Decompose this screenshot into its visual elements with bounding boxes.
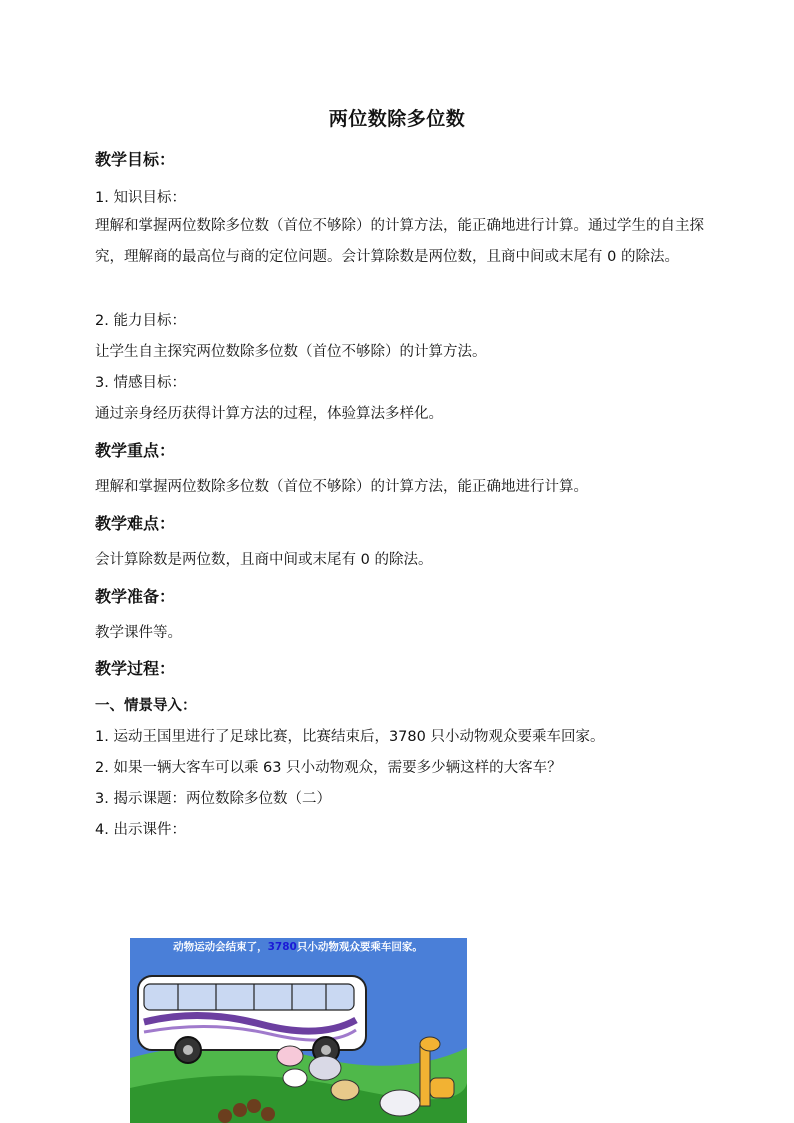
heading-difficulties: 教学难点： <box>95 514 176 533</box>
knowledge-text: 理解和掌握两位数除多位数（首位不够除）的计算方法，能正确地进行计算。通过学生的自主探究，理解商的最高位与商的定位问题。会计算除数是两位数，且商中间或末尾有 0 的除法。 <box>95 218 704 265</box>
heading-preparation: 教学准备： <box>95 587 176 606</box>
scene-intro-label: 一、情景导入： <box>95 698 197 714</box>
ability-text: 让学生自主探究两位数除多位数（首位不够除）的计算方法。 <box>95 344 487 360</box>
preparation-text: 教学课件等。 <box>95 625 182 641</box>
page-title: 两位数除多位数 <box>328 108 466 130</box>
courseware-illustration <box>130 938 467 1123</box>
process-item: 3. 揭示课题：两位数除多位数（二） <box>95 791 331 807</box>
illustration-caption: 动物运动会结束了，3780只小动物观众要乘车回家。 <box>173 941 423 953</box>
heading-objectives: 教学目标： <box>95 150 176 169</box>
heading-process: 教学过程： <box>95 659 176 678</box>
ability-label: 2. 能力目标： <box>95 313 186 329</box>
emotion-text: 通过亲身经历获得计算方法的过程，体验算法多样化。 <box>95 406 443 422</box>
difficulties-text: 会计算除数是两位数，且商中间或末尾有 0 的除法。 <box>95 552 433 568</box>
process-item: 1. 运动王国里进行了足球比赛，比赛结束后，3780 只小动物观众要乘车回家。 <box>95 729 605 745</box>
emotion-label: 3. 情感目标： <box>95 375 186 391</box>
bus-image <box>138 976 366 1063</box>
knowledge-label: 1. 知识目标： <box>95 190 186 206</box>
key-points-text: 理解和掌握两位数除多位数（首位不够除）的计算方法，能正确地进行计算。 <box>95 479 588 495</box>
heading-key-points: 教学重点： <box>95 441 176 460</box>
process-item: 4. 出示课件： <box>95 822 186 838</box>
process-item: 2. 如果一辆大客车可以乘 63 只小动物观众，需要多少辆这样的大客车？ <box>95 760 562 776</box>
